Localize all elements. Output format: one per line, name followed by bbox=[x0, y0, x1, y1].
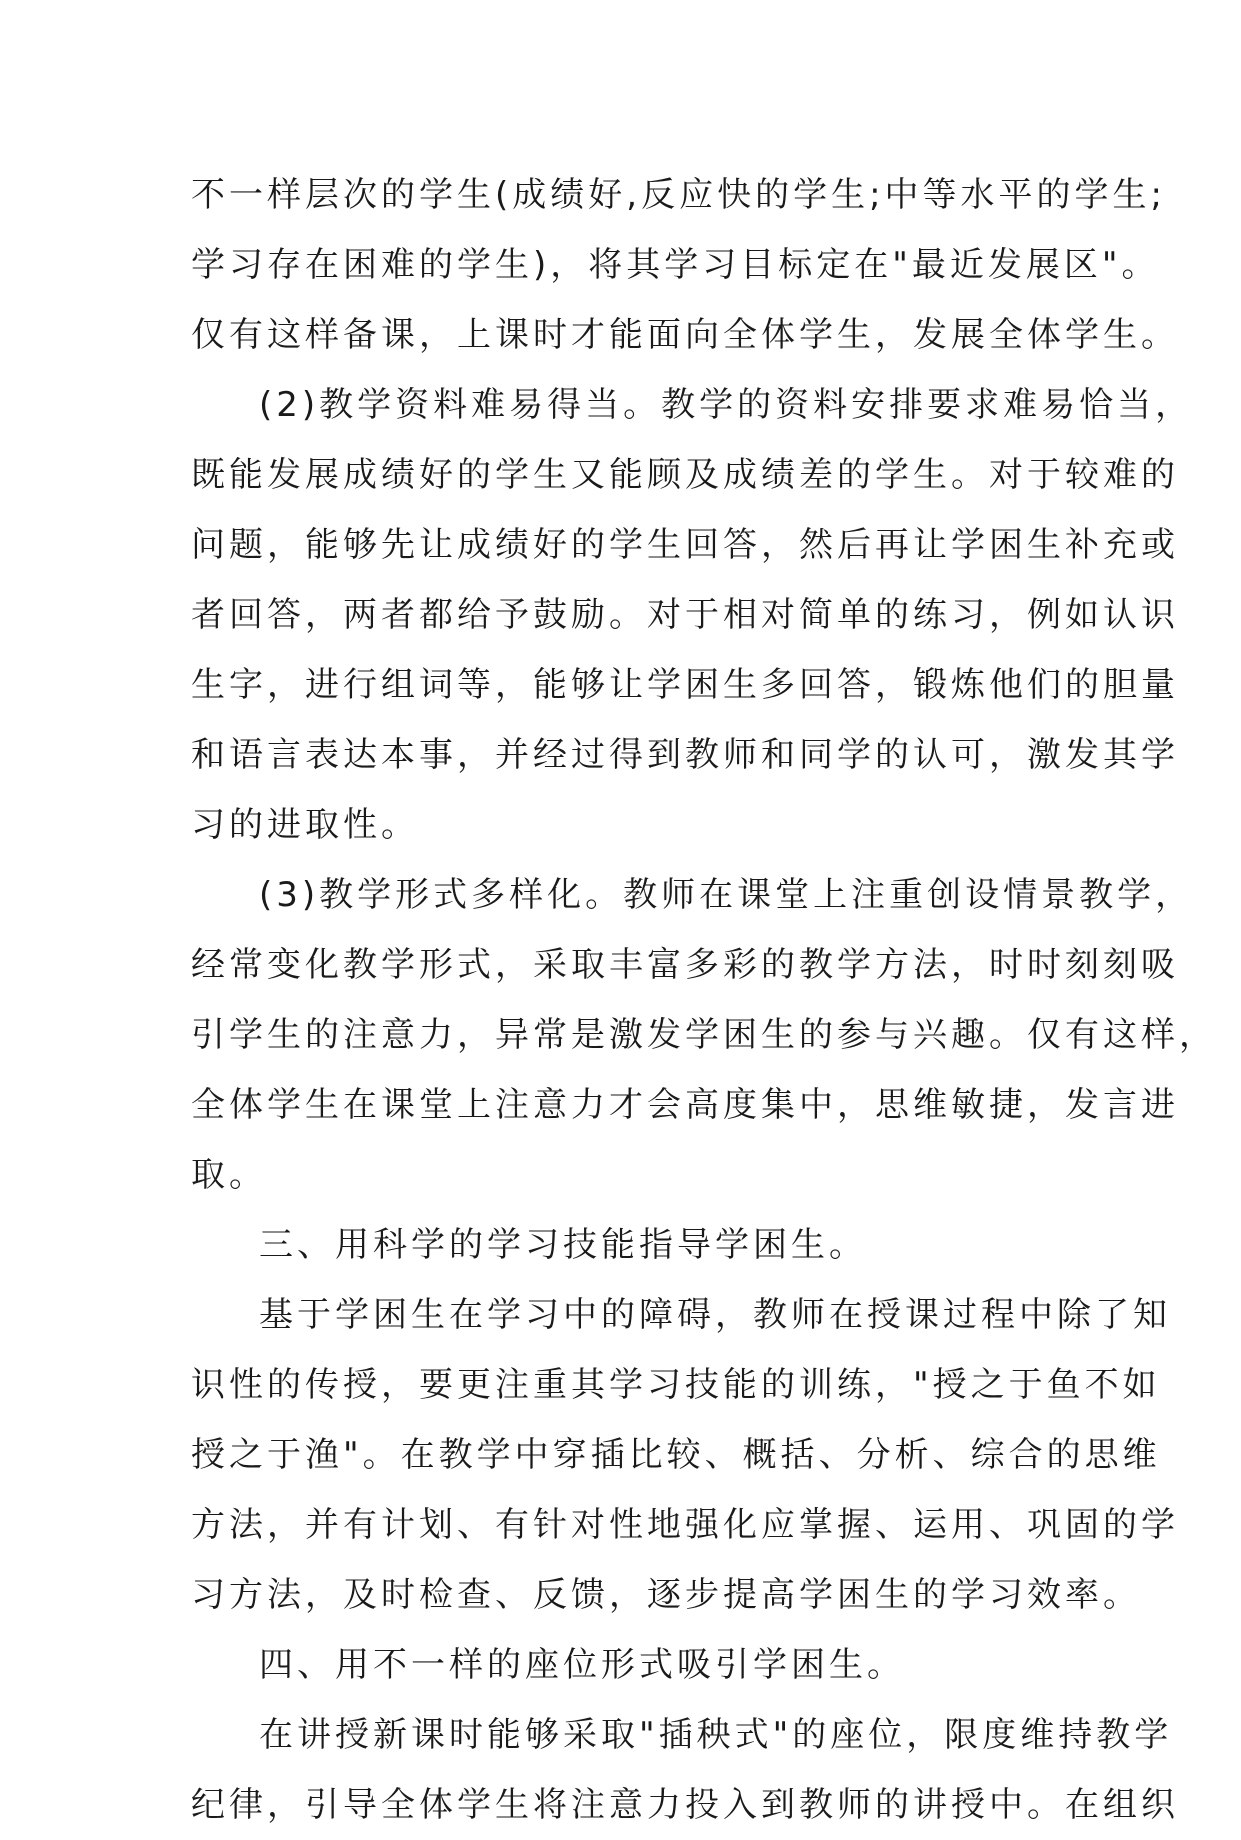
text-line: 问题，能够先让成绩好的学生回答，然后再让学困生补充或 bbox=[191, 525, 1179, 565]
text-line: 生字，进行组词等，能够让学困生多回答，锻炼他们的胆量 bbox=[191, 665, 1179, 705]
document-body bbox=[191, 160, 1217, 1840]
paragraph-first-line: (2)教学资料难易得当。教学的资料安排要求难易恰当， bbox=[259, 385, 1194, 425]
text-line: 识性的传授，要更注重其学习技能的训练，"授之于鱼不如 bbox=[191, 1365, 1161, 1405]
text-line: 授之于渔"。在教学中穿插比较、概括、分析、综合的思维 bbox=[191, 1435, 1161, 1475]
paragraph-first-line: 基于学困生在学习中的障碍，教师在授课过程中除了知 bbox=[259, 1295, 1171, 1335]
text-line: 方法，并有计划、有针对性地强化应掌握、运用、巩固的学 bbox=[191, 1505, 1179, 1545]
text-line: 取。 bbox=[191, 1155, 267, 1195]
text-line: 纪律，引导全体学生将注意力投入到教师的讲授中。在组织 bbox=[191, 1785, 1179, 1825]
text-line: 习的进取性。 bbox=[191, 805, 419, 845]
text-line: 引学生的注意力，异常是激发学困生的参与兴趣。仅有这样， bbox=[191, 1015, 1217, 1055]
text-line: 全体学生在课堂上注意力才会高度集中，思维敏捷，发言进 bbox=[191, 1085, 1179, 1125]
text-line: 和语言表达本事，并经过得到教师和同学的认可，激发其学 bbox=[191, 735, 1179, 775]
paragraph-first-line: (3)教学形式多样化。教师在课堂上注重创设情景教学， bbox=[259, 875, 1194, 915]
text-line: 经常变化教学形式，采取丰富多彩的教学方法，时时刻刻吸 bbox=[191, 945, 1179, 985]
text-line: 仅有这样备课，上课时才能面向全体学生，发展全体学生。 bbox=[191, 315, 1179, 355]
text-line: 学习存在困难的学生)，将其学习目标定在"最近发展区"。 bbox=[191, 245, 1160, 285]
text-line: 不一样层次的学生(成绩好,反应快的学生;中等水平的学生; bbox=[191, 175, 1166, 215]
section-heading: 三、用科学的学习技能指导学困生。 bbox=[259, 1225, 867, 1265]
text-line: 者回答，两者都给予鼓励。对于相对简单的练习，例如认识 bbox=[191, 595, 1179, 635]
paragraph-first-line: 在讲授新课时能够采取"插秧式"的座位，限度维持教学 bbox=[259, 1715, 1173, 1755]
text-line: 习方法，及时检查、反馈，逐步提高学困生的学习效率。 bbox=[191, 1575, 1141, 1615]
section-heading: 四、用不一样的座位形式吸引学困生。 bbox=[259, 1645, 905, 1685]
text-line: 既能发展成绩好的学生又能顾及成绩差的学生。对于较难的 bbox=[191, 455, 1179, 495]
